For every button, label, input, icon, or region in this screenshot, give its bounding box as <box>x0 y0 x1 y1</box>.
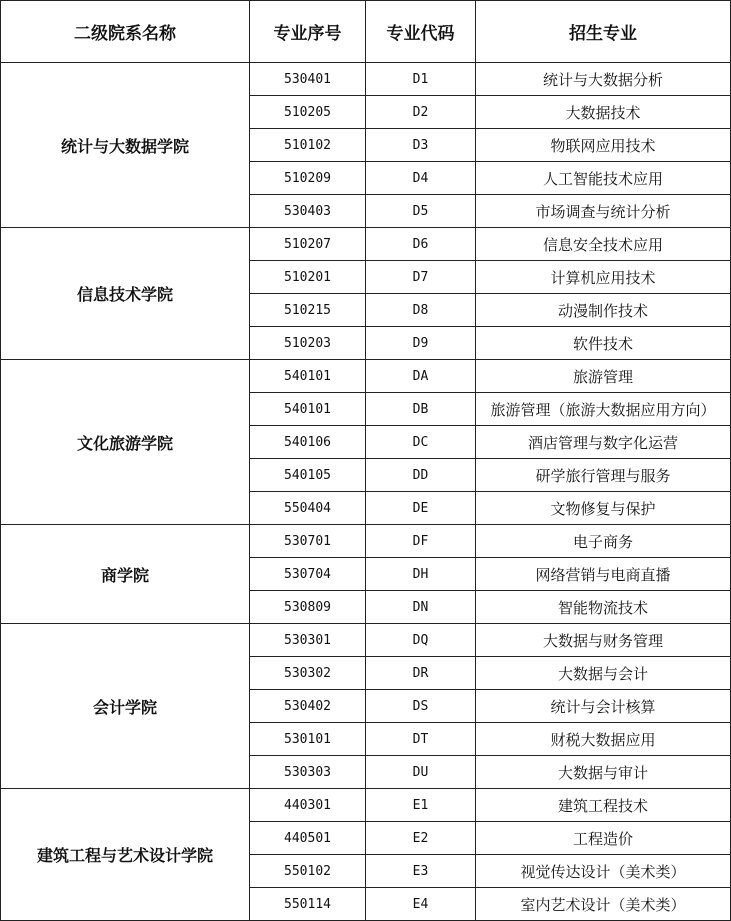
major-name-cell: 大数据技术 <box>476 96 731 129</box>
major-name-cell: 工程造价 <box>476 822 731 855</box>
major-name-cell: 智能物流技术 <box>476 591 731 624</box>
major-code-cell: DQ <box>366 624 476 657</box>
major-code-cell: D7 <box>366 261 476 294</box>
major-name-cell: 室内艺术设计（美术类） <box>476 888 731 921</box>
major-code-cell: DN <box>366 591 476 624</box>
major-code-cell: D9 <box>366 327 476 360</box>
header-seq: 专业序号 <box>250 1 366 63</box>
major-code-cell: DH <box>366 558 476 591</box>
major-seq-cell: 530701 <box>250 525 366 558</box>
major-name-cell: 统计与大数据分析 <box>476 63 731 96</box>
major-seq-cell: 530809 <box>250 591 366 624</box>
major-name-cell: 人工智能技术应用 <box>476 162 731 195</box>
major-seq-cell: 540105 <box>250 459 366 492</box>
major-code-cell: DD <box>366 459 476 492</box>
major-name-cell: 信息安全技术应用 <box>476 228 731 261</box>
major-seq-cell: 440501 <box>250 822 366 855</box>
major-seq-cell: 540101 <box>250 360 366 393</box>
major-code-cell: D6 <box>366 228 476 261</box>
major-code-cell: D3 <box>366 129 476 162</box>
college-name: 建筑工程与艺术设计学院 <box>1 789 250 921</box>
major-code-cell: DE <box>366 492 476 525</box>
major-name-cell: 视觉传达设计（美术类） <box>476 855 731 888</box>
major-code-cell: DT <box>366 723 476 756</box>
major-code-cell: D4 <box>366 162 476 195</box>
major-seq-cell: 530303 <box>250 756 366 789</box>
major-seq-cell: 530302 <box>250 657 366 690</box>
major-code-cell: E4 <box>366 888 476 921</box>
major-name-cell: 电子商务 <box>476 525 731 558</box>
major-name-cell: 大数据与审计 <box>476 756 731 789</box>
major-seq-cell: 510209 <box>250 162 366 195</box>
major-code-cell: D8 <box>366 294 476 327</box>
header-code: 专业代码 <box>366 1 476 63</box>
major-code-cell: E2 <box>366 822 476 855</box>
header-row <box>1 1 731 63</box>
major-name-cell: 动漫制作技术 <box>476 294 731 327</box>
major-name-cell: 软件技术 <box>476 327 731 360</box>
major-seq-cell: 550102 <box>250 855 366 888</box>
header-college: 二级院系名称 <box>1 1 250 63</box>
major-seq-cell: 540106 <box>250 426 366 459</box>
major-seq-cell: 530101 <box>250 723 366 756</box>
major-code-cell: DA <box>366 360 476 393</box>
major-seq-cell: 530403 <box>250 195 366 228</box>
table-row <box>1 63 731 96</box>
college-name: 商学院 <box>1 525 250 624</box>
major-name-cell: 旅游管理（旅游大数据应用方向） <box>476 393 731 426</box>
table-row <box>1 789 731 822</box>
major-name-cell: 酒店管理与数字化运营 <box>476 426 731 459</box>
table-body <box>1 63 731 921</box>
major-code-cell: D5 <box>366 195 476 228</box>
major-seq-cell: 540101 <box>250 393 366 426</box>
major-name-cell: 财税大数据应用 <box>476 723 731 756</box>
major-code-cell: E3 <box>366 855 476 888</box>
major-name-cell: 大数据与财务管理 <box>476 624 731 657</box>
college-name: 会计学院 <box>1 624 250 789</box>
major-name-cell: 统计与会计核算 <box>476 690 731 723</box>
table-row <box>1 624 731 657</box>
major-name-cell: 文物修复与保护 <box>476 492 731 525</box>
table-row <box>1 360 731 393</box>
major-name-cell: 网络营销与电商直播 <box>476 558 731 591</box>
major-seq-cell: 510215 <box>250 294 366 327</box>
major-name-cell: 大数据与会计 <box>476 657 731 690</box>
college-name: 信息技术学院 <box>1 228 250 360</box>
major-code-cell: DU <box>366 756 476 789</box>
college-name: 统计与大数据学院 <box>1 63 250 228</box>
major-seq-cell: 510203 <box>250 327 366 360</box>
major-code-cell: D1 <box>366 63 476 96</box>
major-code-cell: DC <box>366 426 476 459</box>
major-seq-cell: 550114 <box>250 888 366 921</box>
major-seq-cell: 510205 <box>250 96 366 129</box>
major-code-cell: DF <box>366 525 476 558</box>
major-seq-cell: 510207 <box>250 228 366 261</box>
major-seq-cell: 550404 <box>250 492 366 525</box>
major-code-cell: DB <box>366 393 476 426</box>
major-name-cell: 计算机应用技术 <box>476 261 731 294</box>
college-name: 文化旅游学院 <box>1 360 250 525</box>
major-name-cell: 旅游管理 <box>476 360 731 393</box>
major-code-cell: E1 <box>366 789 476 822</box>
major-code-cell: DS <box>366 690 476 723</box>
table-row <box>1 228 731 261</box>
major-seq-cell: 440301 <box>250 789 366 822</box>
major-seq-cell: 510201 <box>250 261 366 294</box>
major-seq-cell: 530301 <box>250 624 366 657</box>
major-name-cell: 建筑工程技术 <box>476 789 731 822</box>
major-seq-cell: 510102 <box>250 129 366 162</box>
header-major: 招生专业 <box>476 1 731 63</box>
major-name-cell: 物联网应用技术 <box>476 129 731 162</box>
major-name-cell: 市场调查与统计分析 <box>476 195 731 228</box>
major-seq-cell: 530704 <box>250 558 366 591</box>
table-row <box>1 525 731 558</box>
major-seq-cell: 530401 <box>250 63 366 96</box>
major-code-cell: D2 <box>366 96 476 129</box>
major-code-cell: DR <box>366 657 476 690</box>
major-seq-cell: 530402 <box>250 690 366 723</box>
major-name-cell: 研学旅行管理与服务 <box>476 459 731 492</box>
